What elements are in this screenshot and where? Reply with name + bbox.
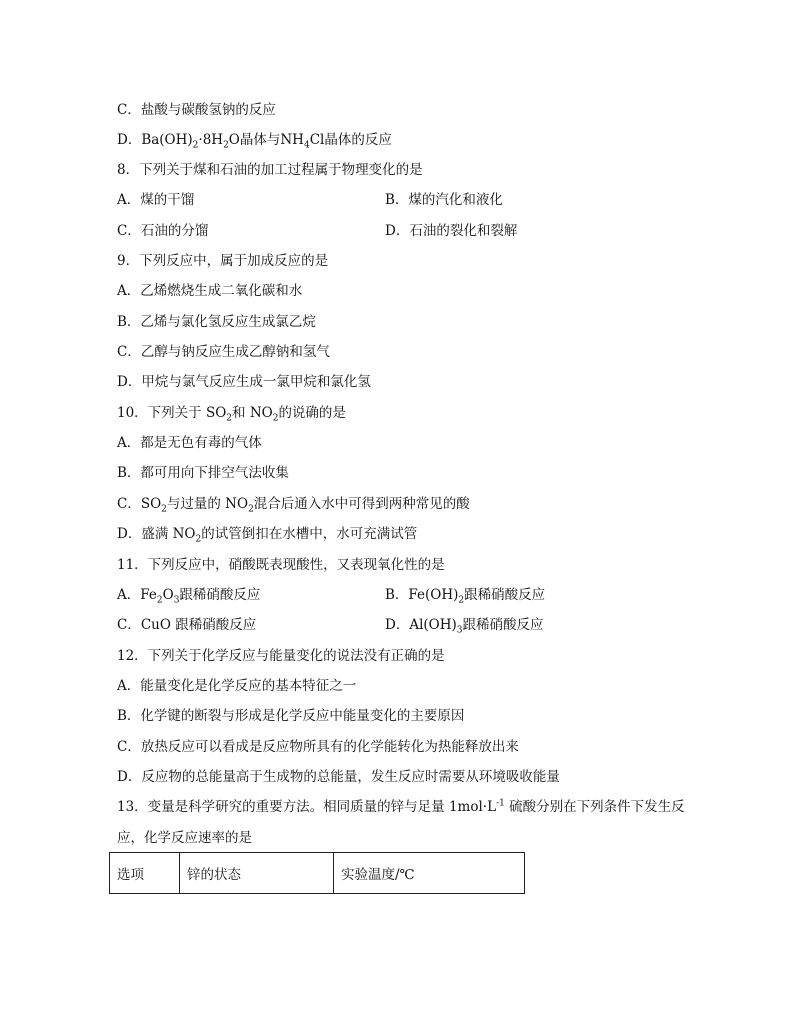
question-13-line-1: 13．变量是科学研究的重要方法。相同质量的锌与足量 $1mol\cdot L^{-1}$ 硫酸分别在下列条件下发生反 [117, 798, 685, 815]
q8-option-a: A．煤的干馏 [117, 192, 195, 208]
q13-table [109, 852, 525, 894]
q8-option-d: D．石油的裂化和裂解 [385, 223, 518, 239]
table-header-cell: 锌的状态 [180, 853, 334, 894]
q12-option-d: D．反应物的总能量高于生成物的总能量，发生反应时需要从环境吸收能量 [117, 769, 560, 785]
question-12: 12．下列关于化学反应与能量变化的说法没有正确的是 [117, 648, 445, 664]
q11-option-b: B．$Fe(OH)_2$跟稀硝酸反应 [385, 587, 546, 606]
q8-option-b: B．煤的汽化和液化 [385, 192, 503, 208]
q11-option-a: A．$Fe_2O_3$跟稀硝酸反应 [117, 587, 261, 606]
q10-option-a: A．都是无色有毒的气体 [117, 435, 262, 451]
question-10: 10．下列关于 $SO_2$和 $NO_2$的说确的是 [117, 405, 346, 424]
q10-option-d: D．盛满 $NO_2$的试管倒扣在水槽中，水可充满试管 [117, 526, 418, 545]
q10-option-c: C．$SO_2$与过量的 $NO_2$混合后通入水中可得到两种常见的酸 [117, 496, 470, 515]
table-header-cell: 选项 [110, 853, 180, 894]
table-header-cell: 实验温度/℃ [334, 853, 525, 894]
question-13-line-2: 应，化学反应速率的是 [117, 830, 252, 846]
q9-option-a: A．乙烯燃烧生成二氧化碳和水 [117, 283, 303, 299]
question-8: 8．下列关于煤和石油的加工过程属于物理变化的是 [117, 162, 423, 178]
q9-option-b: B．乙烯与氯化氢反应生成氯乙烷 [117, 314, 316, 330]
table-header-row [110, 853, 525, 894]
q8-option-c: C．石油的分馏 [117, 223, 209, 239]
q11-option-c: C．CuO 跟稀硝酸反应 [117, 617, 257, 633]
q9-option-c: C．乙醇与钠反应生成乙醇钠和氢气 [117, 344, 330, 360]
question-11: 11．下列反应中，硝酸既表现酸性，又表现氧化性的是 [117, 557, 445, 573]
q10-option-b: B．都可用向下排空气法收集 [117, 465, 289, 481]
q12-option-a: A．能量变化是化学反应的基本特征之一 [117, 678, 357, 694]
q12-option-b: B．化学键的断裂与形成是化学反应中能量变化的主要原因 [117, 708, 465, 724]
q12-option-c: C．放热反应可以看成是反应物所具有的化学能转化为热能释放出来 [117, 739, 519, 755]
option-d-prev: D．$Ba(OH)_2\cdot 8H_2O$晶体与$NH_4Cl$晶体的反应 [117, 132, 392, 151]
question-9: 9．下列反应中，属于加成反应的是 [117, 253, 329, 269]
option-c-prev: C．盐酸与碳酸氢钠的反应 [117, 102, 276, 118]
q9-option-d: D．甲烷与氯气反应生成一氯甲烷和氯化氢 [117, 374, 371, 390]
q11-option-d: D．$Al(OH)_3$跟稀硝酸反应 [385, 617, 544, 636]
